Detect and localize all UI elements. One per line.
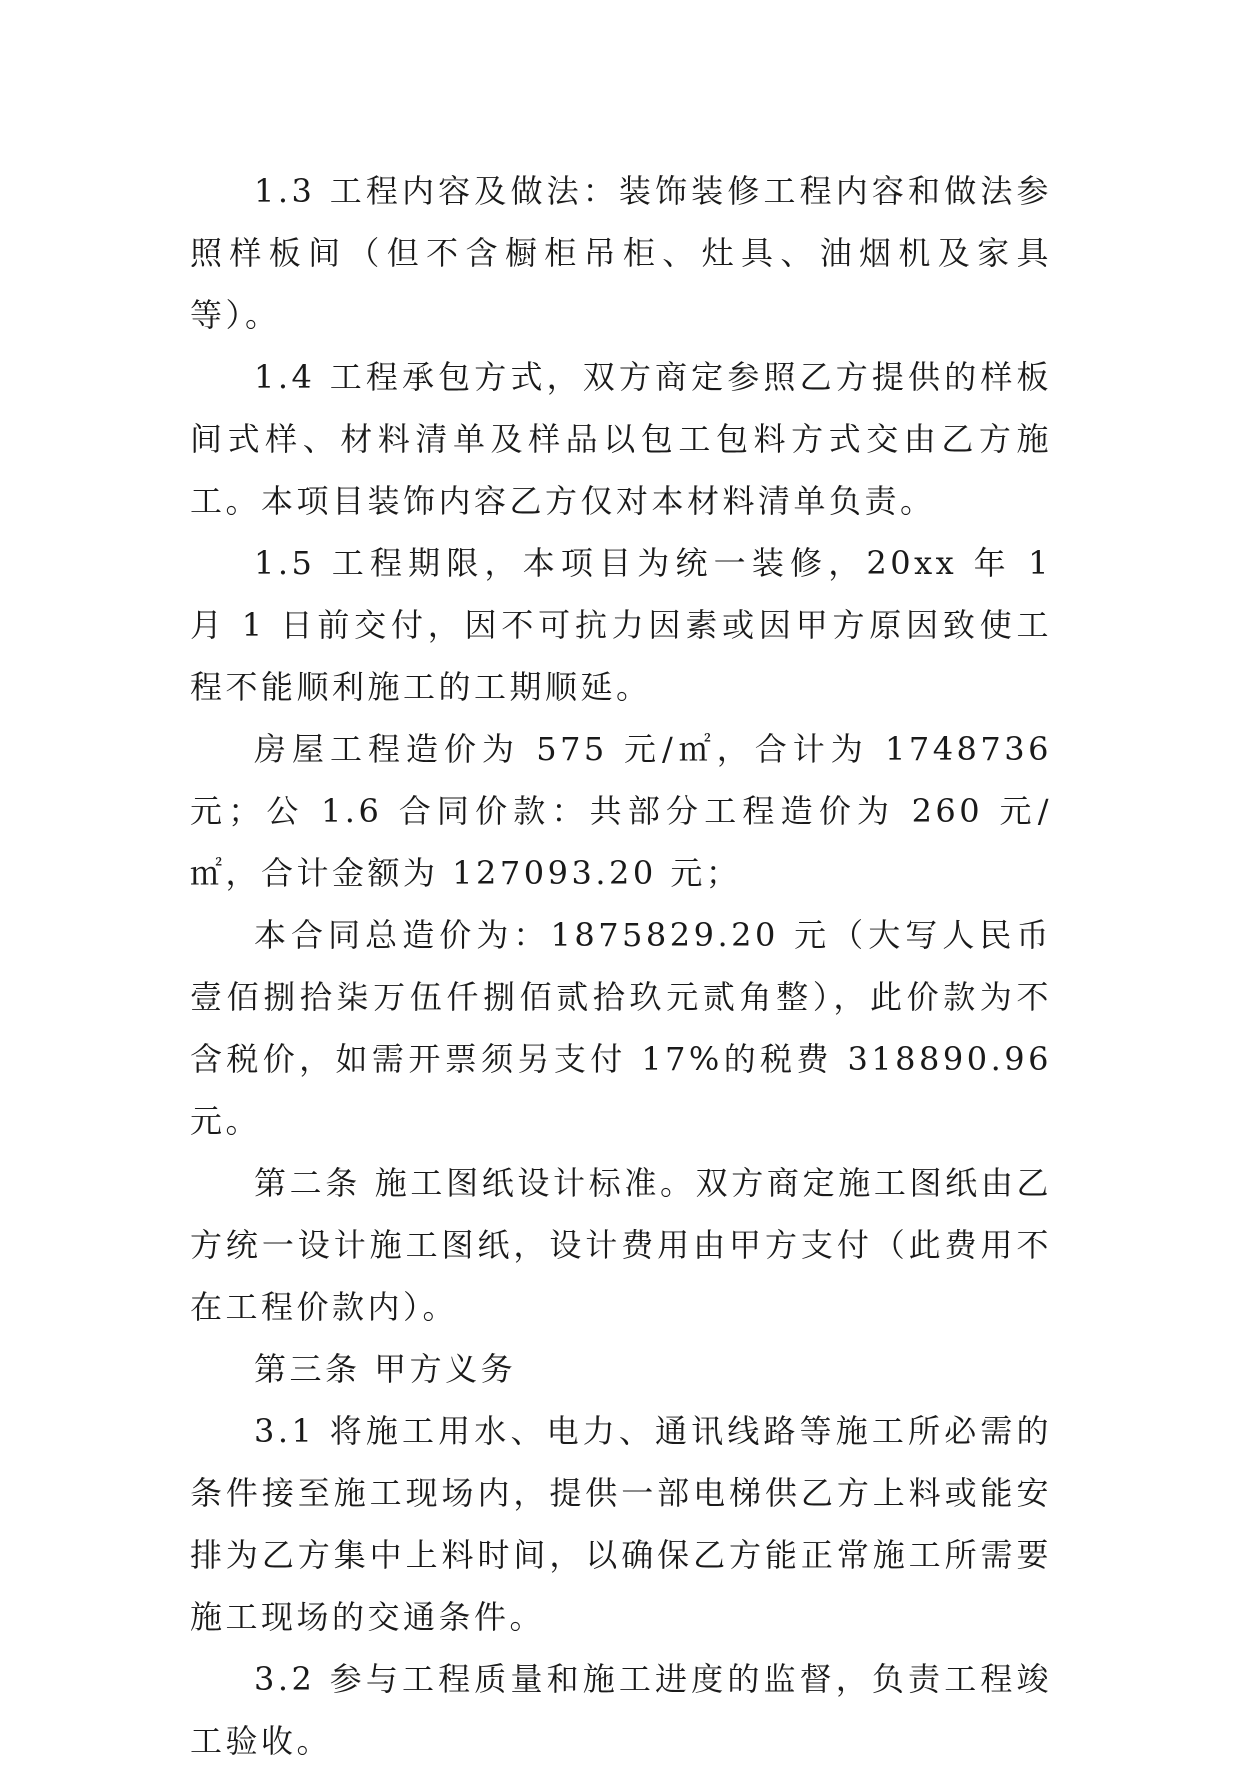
total-price-paragraph: 本合同总造价为：1875829.20 元（大写人民币壹佰捌拾柒万伍仟捌佰贰拾玖元贰角整），此价款为不含税价，如需开票须另支付 17%的税费 318890.96 元。 bbox=[190, 916, 1052, 1140]
article-2: 第二条 施工图纸设计标准。双方商定施工图纸由乙方统一设计施工图纸，设计费用由甲方支付（此费用不在工程价款内）。 bbox=[190, 1164, 1052, 1326]
article-3-heading: 第三条 甲方义务 bbox=[254, 1350, 517, 1388]
document-page bbox=[190, 160, 1052, 1772]
clause-1-6-price: 房屋工程造价为 575 元/㎡，合计为 1748736 元；公 1.6 合同价款：共部分工程造价为 260 元/㎡，合计金额为 127093.20 元； bbox=[190, 730, 1052, 892]
clause-1-5: 1.5 工程期限，本项目为统一装修，20xx 年 1 月 1 日前交付，因不可抗力因素或因甲方原因致使工程不能顺利施工的工期顺延。 bbox=[190, 544, 1052, 706]
clause-3-2: 3.2 参与工程质量和施工进度的监督，负责工程竣工验收。 bbox=[190, 1660, 1052, 1760]
clause-3-1: 3.1 将施工用水、电力、通讯线路等施工所必需的条件接至施工现场内，提供一部电梯供乙方上料或能安排为乙方集中上料时间，以确保乙方能正常施工所需要施工现场的交通条件。 bbox=[190, 1412, 1052, 1636]
clause-1-3: 1.3 工程内容及做法：装饰装修工程内容和做法参照样板间（但不含橱柜吊柜、灶具、油烟机及家具等）。 bbox=[190, 172, 1052, 334]
clause-1-4: 1.4 工程承包方式，双方商定参照乙方提供的样板间式样、材料清单及样品以包工包料方式交由乙方施工。本项目装饰内容乙方仅对本材料清单负责。 bbox=[190, 358, 1052, 520]
